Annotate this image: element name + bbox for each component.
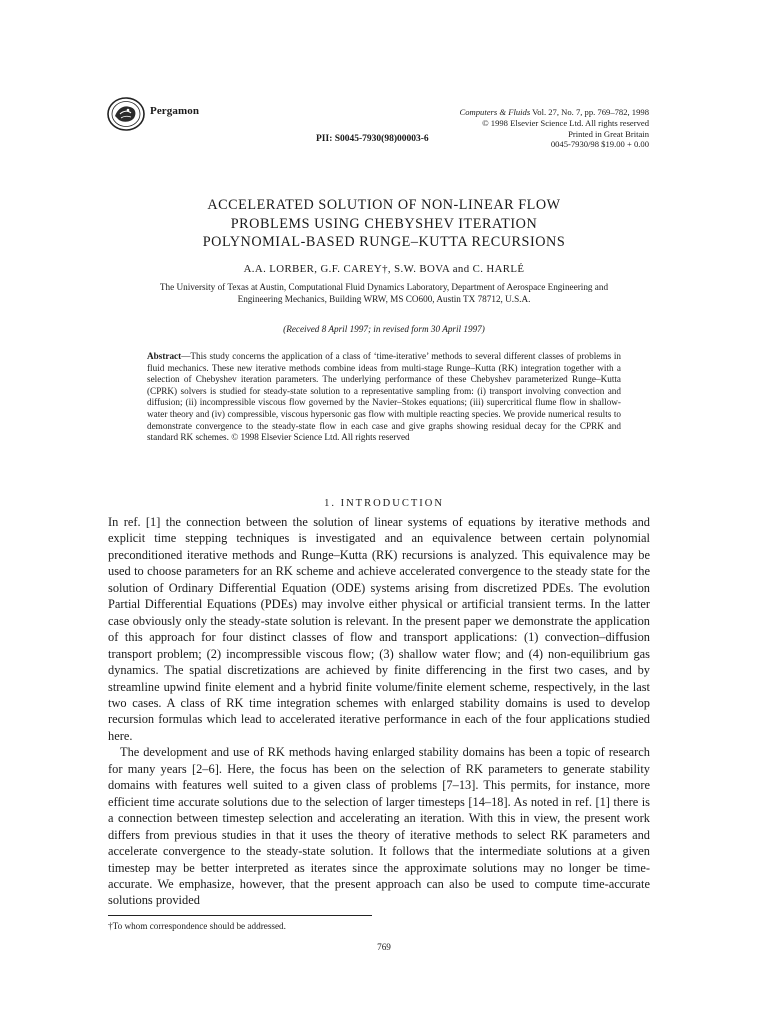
footnote: †To whom correspondence should be addressed. bbox=[108, 921, 286, 931]
publisher-name: Pergamon bbox=[150, 105, 200, 117]
body-paragraph: The development and use of RK methods having enlarged stability domains has been a topic of research for many years [2–6]. Here, the focus has been on the selection of RK parameters to generate stability domains with features well suited to a given class of problems [7–13]. This permits, for instance, more efficient time accurate solutions due to the selection of larger timesteps [14–18]. As noted in ref. [1] there is a connection between timestep selection and accelerating an iteration. With this in view, the present work differs from previous studies in that it uses the theory of iterative methods to select RK parameters and accelerate convergence to the steady-state solution. It follows that the intermediate solutions at a given timestep may be better interpreted as iterates since the approximate solutions may no longer be time-accurate. We emphasize, however, that the present approach can also be used to compute time-accurate solutions provided bbox=[108, 745, 650, 908]
journal-volume: Vol. 27, No. 7, pp. 769–782, 1998 bbox=[530, 107, 649, 117]
article-title bbox=[110, 196, 658, 252]
author-list: A.A. LORBER, G.F. CAREY†, S.W. BOVA and C. HARLÉ bbox=[243, 263, 525, 275]
footnote-divider bbox=[108, 915, 372, 916]
printed-line: Printed in Great Britain bbox=[568, 128, 649, 139]
price-line: 0045-7930/98 $19.00 + 0.00 bbox=[550, 139, 649, 150]
abstract-label: Abstract bbox=[147, 351, 182, 361]
pii-identifier: PII: S0045-7930(98)00003-6 bbox=[316, 134, 429, 144]
pergamon-logo-icon bbox=[106, 96, 146, 132]
abstract-text: —This study concerns the application of a class of ‘time-iterative’ methods to several different classes of problems in fluid mechanics. These new iterative methods combine ideas from multi-stage Runge–Kutta (RK) integration together with a selection of Chebyshev iteration parameters. The underlying performance of these Chebyshev parameterized Runge–Kutta (CPRK) solvers is studied for steady-state solution to a representative sampling from: (i) transport involving convection and diffusion; (ii) incompressible viscous flow governed by the Navier–Stokes equations; (iii) supercritical flume flow in shallow-water theory and (iv) compressible, viscous hypersonic gas flow with multiple reacting species. We provide numerical results to demonstrate convergence to the steady-state flow in each case and give graphs showing residual decay for the CPRK and standard RK schemes. © 1998 Elsevier Science Ltd. All rights reserved bbox=[147, 351, 621, 443]
page-number: 769 bbox=[377, 942, 391, 952]
section-body bbox=[108, 514, 650, 909]
section-heading: 1. INTRODUCTION bbox=[324, 498, 444, 509]
title-line: PROBLEMS USING CHEBYSHEV ITERATION bbox=[230, 215, 538, 232]
received-dates: (Received 8 April 1997; in revised form 30 April 1997) bbox=[283, 324, 485, 334]
journal-citation bbox=[460, 107, 649, 150]
affiliation: The University of Texas at Austin, Computational Fluid Dynamics Laboratory, Department of Aerospace Engineering and Engineering Mechanics, Building WRW, MS CO600, Austin TX 78712, U.S.A. bbox=[159, 282, 609, 304]
journal-volume-line bbox=[460, 107, 649, 118]
copyright-line: © 1998 Elsevier Science Ltd. All rights reserved bbox=[482, 117, 649, 128]
abstract bbox=[147, 351, 621, 444]
journal-name: Computers & Fluids bbox=[459, 107, 531, 117]
title-line: POLYNOMIAL-BASED RUNGE–KUTTA RECURSIONS bbox=[202, 234, 566, 251]
title-line: ACCELERATED SOLUTION OF NON-LINEAR FLOW bbox=[207, 197, 561, 213]
body-paragraph: In ref. [1] the connection between the solution of linear systems of equations by iterative methods and explicit time stepping techniques is investigated and an equivalence between certain polynomial preconditioned iterative methods and Runge–Kutta (RK) recursions is analyzed. This equivalence may be used to choose parameters for an RK scheme and achieve accelerated convergence to the steady state for the solution of Ordinary Differential Equation (ODE) systems arising from discretized PDEs. The evolution Partial Differential Equations (PDEs) may involve either physical or artificial transient terms. In the latter case obviously only the steady-state solution is relevant. In the present paper we demonstrate the application of this approach for four distinct classes of flow and transport applications: (1) convection–diffusion transport problem; (2) incompressible viscous flow; (3) shallow water flow; and (4) non-equilibrium gas dynamics. The spatial discretizations are achieved by finite differencing in the first two cases, and by streamline upwind finite element and a hybrid finite volume/finite element scheme, respectively, in the last two cases. A class of RK time integration schemes with enlarged stability domains is used to develop recursion formulas which lead to accelerated iterative performance in each of the four applications studied here. bbox=[108, 515, 650, 743]
